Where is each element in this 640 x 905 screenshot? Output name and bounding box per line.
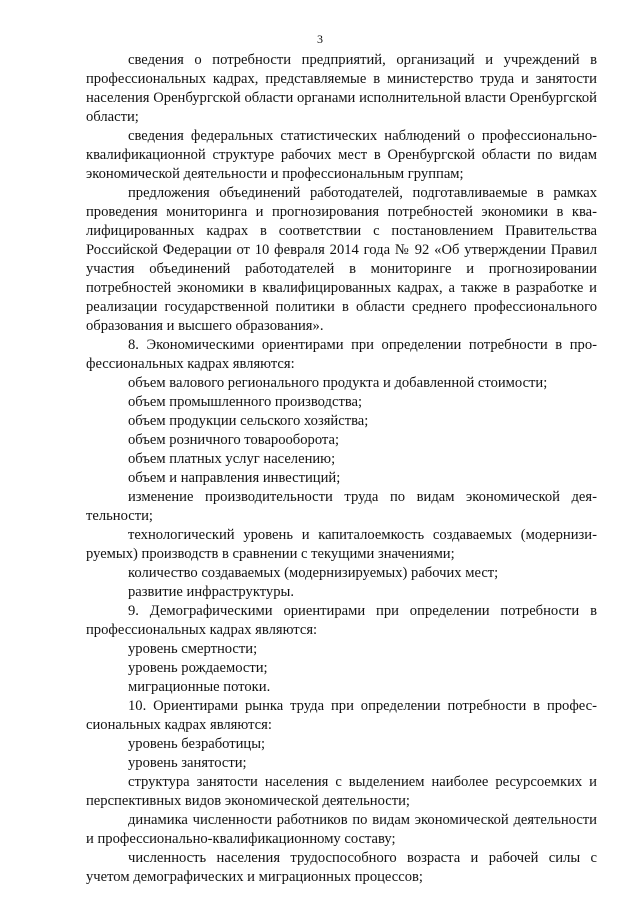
- paragraph-statistics: сведения федеральных статистических наблюдений о профессионально-квалификационной структуре рабочих мест в Оренбургской области по видам экономической деятельности и профессиональным группам;: [86, 128, 597, 182]
- list-item: изменение производительности труда по видам экономической деятельности;: [86, 489, 597, 524]
- list-item: объем продукции сельского хозяйства;: [128, 413, 369, 429]
- list-item: объем и направления инвестиций;: [128, 470, 341, 486]
- list-item: численность населения трудоспособного возраста и рабочей силы с учетом демографических и миграционных процессов;: [86, 850, 597, 885]
- list-item: структура занятости населения с выделением наиболее ресурсоемких и перспективных видов экономической деятельности;: [86, 774, 597, 809]
- list-item: развитие инфраструктуры.: [128, 584, 294, 600]
- document-body: [86, 51, 597, 887]
- list-item: уровень занятости;: [128, 755, 247, 771]
- section-8-heading: 8. Экономическими ориентирами при определении потребности в профессиональных кадрах являются:: [86, 337, 597, 372]
- section-9-heading: 9. Демографическими ориентирами при определении потребности в профессиональных кадрах являются:: [86, 603, 597, 638]
- list-item: количество создаваемых (модернизируемых) рабочих мест;: [128, 565, 499, 581]
- page-number: 3: [317, 32, 323, 46]
- list-item: технологический уровень и капиталоемкость создаваемых (модернизируемых) производств в сравнении с текущими значениями;: [86, 527, 597, 562]
- list-item: уровень рождаемости;: [128, 660, 268, 676]
- list-item: объем платных услуг населению;: [128, 451, 336, 467]
- list-item: динамика численности работников по видам экономической деятельности и профессионально-квалификационному составу;: [86, 812, 597, 847]
- list-item: объем розничного товарооборота;: [128, 432, 340, 448]
- list-item: миграционные потоки.: [128, 679, 271, 695]
- list-item: объем валового регионального продукта и добавленной стоимости;: [128, 375, 548, 391]
- section-10-heading: 10. Ориентирами рынка труда при определении потребности в профессиональных кадрах являются:: [86, 698, 597, 733]
- paragraph-employer-needs: сведения о потребности предприятий, организаций и учреждений в профессиональных кадрах, представляемые в министерство труда и занятости населения Оренбургской области органами исполнительной власти Оренбургской области;: [86, 52, 597, 125]
- paragraph-employer-proposals: предложения объединений работодателей, подготавливаемые в рамках проведения мониторинга и прогнозирования потребностей экономики в квалифицированных кадрах в соответствии с постановлением Правительства Российской Федерации от 10 февраля 2014 года № 92 «Об утверждении Правил участия объединений работодателей в мониторинге и прогнозировании потребностей экономики в квалифицированных кадрах, а также в разработке и реализации государственной политики в области среднего профессионального образования и высшего образования».: [86, 185, 597, 334]
- list-item: объем промышленного производства;: [128, 394, 363, 410]
- list-item: уровень смертности;: [128, 641, 258, 657]
- list-item: уровень безработицы;: [128, 736, 266, 752]
